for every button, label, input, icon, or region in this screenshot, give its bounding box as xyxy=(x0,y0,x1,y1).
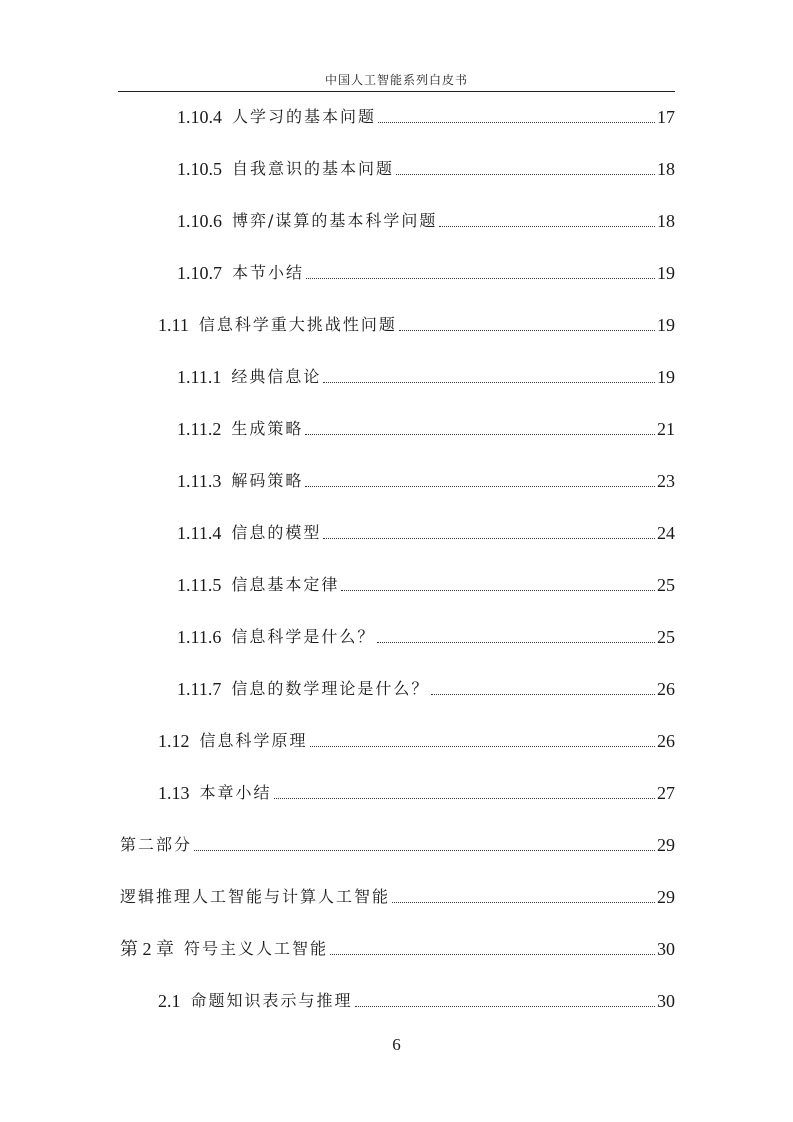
toc-entry[interactable] xyxy=(120,936,675,962)
toc-entry[interactable] xyxy=(177,260,675,286)
toc-entry[interactable] xyxy=(177,676,675,702)
toc-entry-title: 信息科学是什么？ xyxy=(231,627,376,646)
toc-entry-page: 18 xyxy=(657,211,675,231)
toc-entry-number: 1.10.7 xyxy=(177,263,222,283)
toc-dot-leader xyxy=(377,642,655,643)
toc-entry-page: 26 xyxy=(657,731,675,751)
toc-entry-number: 1.13 xyxy=(158,783,190,803)
toc-entry[interactable] xyxy=(177,104,675,130)
toc-entry-page: 26 xyxy=(657,679,675,699)
toc-entry-page: 17 xyxy=(657,107,675,127)
toc-entry-page: 19 xyxy=(657,263,675,283)
toc-entry[interactable] xyxy=(120,832,675,858)
toc-entry-number: 1.10.4 xyxy=(177,107,222,127)
toc-entry[interactable] xyxy=(158,988,675,1014)
toc-dot-leader xyxy=(330,954,655,955)
toc-entry-page: 19 xyxy=(657,315,675,335)
toc-dot-leader xyxy=(431,694,655,695)
toc-entry-page: 29 xyxy=(657,835,675,855)
toc-dot-leader xyxy=(399,330,655,331)
toc-dot-leader xyxy=(378,122,655,123)
toc-entry[interactable] xyxy=(158,728,675,754)
toc-entry[interactable] xyxy=(177,624,675,650)
toc-entry-number: 1.11.4 xyxy=(177,523,222,543)
toc-dot-leader xyxy=(341,590,655,591)
toc-entry[interactable] xyxy=(177,416,675,442)
toc-dot-leader xyxy=(305,434,655,435)
toc-entry-page: 18 xyxy=(657,159,675,179)
toc-entry[interactable] xyxy=(120,884,675,910)
toc-entry[interactable] xyxy=(177,520,675,546)
toc-entry-number: 第 2 章 xyxy=(120,939,174,959)
toc-entry-page: 29 xyxy=(657,887,675,907)
toc-entry-page: 30 xyxy=(657,991,675,1011)
toc-entry-title: 解码策略 xyxy=(231,471,304,490)
toc-entry[interactable] xyxy=(177,468,675,494)
toc-dot-leader xyxy=(392,902,655,903)
toc-entry-title: 第二部分 xyxy=(120,835,193,854)
toc-entry-title: 逻辑推理人工智能与计算人工智能 xyxy=(120,887,391,906)
toc-dot-leader xyxy=(306,278,655,279)
toc-entry-title: 信息基本定律 xyxy=(231,575,340,594)
toc-dot-leader xyxy=(274,798,655,799)
toc-entry-page: 27 xyxy=(657,783,675,803)
toc-entry-number: 1.11.5 xyxy=(177,575,222,595)
toc-entry-number: 2.1 xyxy=(158,991,181,1011)
toc-entry-number: 1.11.2 xyxy=(177,419,222,439)
toc-dot-leader xyxy=(305,486,655,487)
toc-entry-number: 1.10.5 xyxy=(177,159,222,179)
toc-entry-page: 30 xyxy=(657,939,675,959)
toc-entry-title: 经典信息论 xyxy=(231,367,322,386)
toc-entry-number: 1.11.3 xyxy=(177,471,222,491)
toc-entry-title: 自我意识的基本问题 xyxy=(232,159,395,178)
toc-entry-page: 23 xyxy=(657,471,675,491)
toc-dot-leader xyxy=(310,746,655,747)
toc-entry-title: 命题知识表示与推理 xyxy=(190,991,353,1010)
toc-entry-title: 符号主义人工智能 xyxy=(184,939,329,958)
toc-entry-title: 生成策略 xyxy=(231,419,304,438)
toc-dot-leader xyxy=(439,226,655,227)
toc-dot-leader xyxy=(323,538,655,539)
toc-entry-number: 1.11.6 xyxy=(177,627,222,647)
toc-entry[interactable] xyxy=(177,208,675,234)
toc-entry-number: 1.11.7 xyxy=(177,679,222,699)
toc-entry-title: 本章小结 xyxy=(199,783,272,802)
toc-entry-number: 1.11.1 xyxy=(177,367,222,387)
toc-entry[interactable] xyxy=(177,364,675,390)
toc-entry-number: 1.11 xyxy=(158,315,189,335)
toc-entry-page: 19 xyxy=(657,367,675,387)
toc-entry-number: 1.10.6 xyxy=(177,211,222,231)
toc-entry-title: 信息的模型 xyxy=(231,523,322,542)
toc-entry-title: 本节小结 xyxy=(232,263,305,282)
toc-entry-title: 信息的数学理论是什么？ xyxy=(231,679,430,698)
toc-dot-leader xyxy=(194,850,655,851)
toc-entry[interactable] xyxy=(177,156,675,182)
header-title: 中国人工智能系列白皮书 xyxy=(324,73,468,87)
toc-entry-title: 博弈/谋算的基本科学问题 xyxy=(232,211,438,230)
toc-entry-page: 25 xyxy=(657,627,675,647)
toc-entry[interactable] xyxy=(158,312,675,338)
toc-dot-leader xyxy=(323,382,655,383)
toc-entry-title: 信息科学原理 xyxy=(199,731,308,750)
toc-entry-title: 信息科学重大挑战性问题 xyxy=(198,315,397,334)
toc-entry-title: 人学习的基本问题 xyxy=(232,107,377,126)
page-number: 6 xyxy=(392,1035,401,1054)
toc-entry[interactable] xyxy=(158,780,675,806)
toc-entry[interactable] xyxy=(177,572,675,598)
toc-dot-leader xyxy=(355,1006,655,1007)
toc-entry-page: 21 xyxy=(657,419,675,439)
toc-dot-leader xyxy=(396,174,655,175)
toc-entry-page: 25 xyxy=(657,575,675,595)
toc-entry-number: 1.12 xyxy=(158,731,190,751)
toc-entry-page: 24 xyxy=(657,523,675,543)
